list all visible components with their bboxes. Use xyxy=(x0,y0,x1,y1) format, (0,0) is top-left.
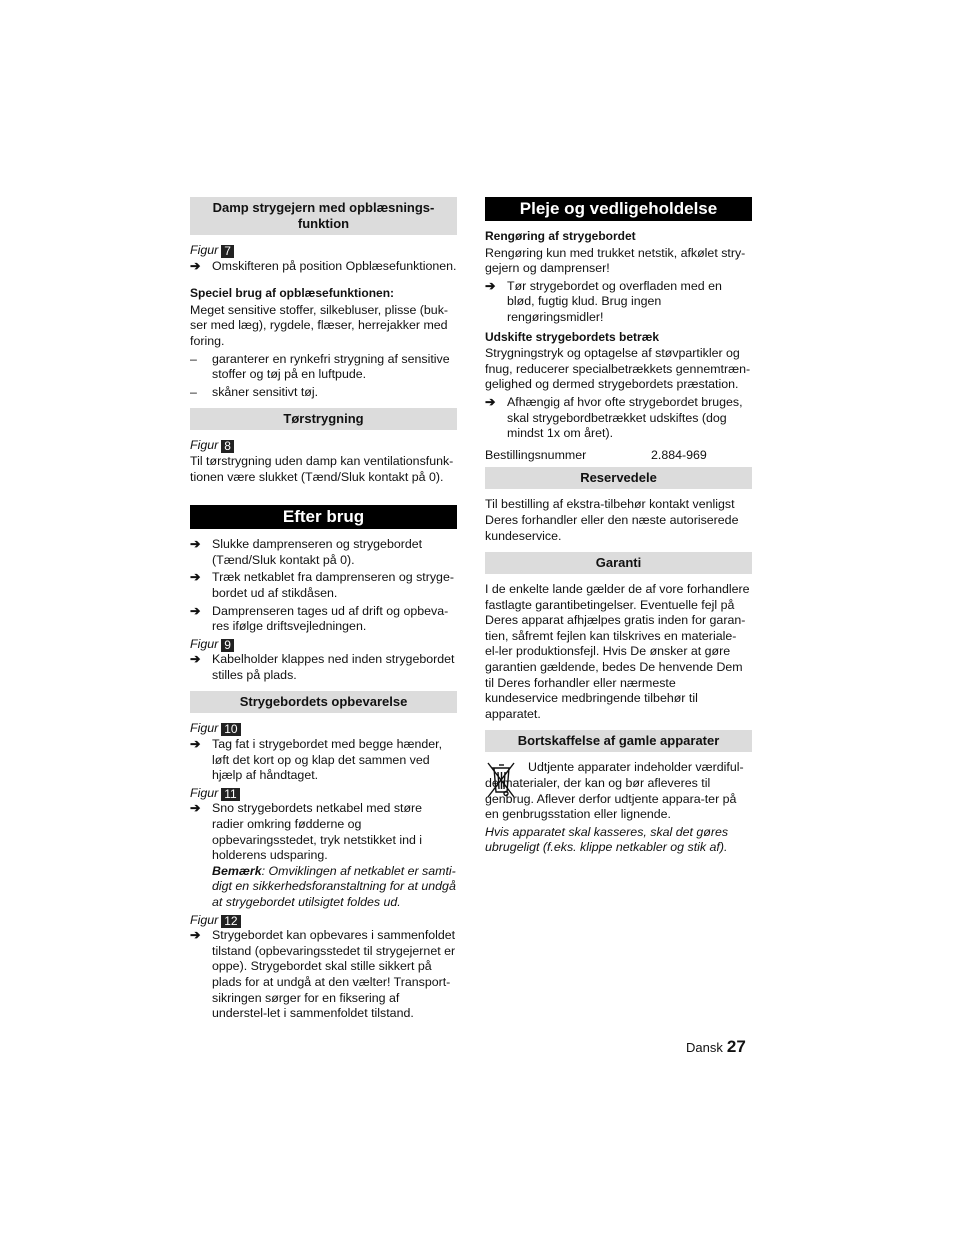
heading-after-use: Efter brug xyxy=(190,505,457,529)
figure-word: Figur xyxy=(190,243,219,257)
paragraph: Meget sensitive stoffer, silkebluser, plisse (buk-ser med læg), rygdele, flæser, herrejakker med foring. xyxy=(190,302,449,348)
note xyxy=(212,864,457,911)
dash-item: – garanterer en rynkefri strygning af sensitive stoffer og tøj på en luftpude. xyxy=(190,351,450,382)
heading-storage: Strygebordets opbevarelse xyxy=(190,691,457,713)
heading-disposal: Bortskaffelse af gamle apparater xyxy=(485,730,752,752)
right-column xyxy=(485,197,752,858)
arrow-right-icon: ➔ xyxy=(485,394,496,409)
paragraph-italic: Hvis apparatet skal kasseres, skal det gøres ubrugeligt (f.eks. klippe netkabler og stik af). xyxy=(485,824,729,855)
heading-steam-iron: Damp strygejern med opblæsnings-funktion xyxy=(190,197,457,235)
arrow-item: ➔ Tør strygebordet og overfladen med en blød, fugtig klud. Brug ingen rengøringsmidler! xyxy=(485,278,722,324)
figure-ref xyxy=(190,721,457,737)
order-label: Bestillingsnummer xyxy=(485,447,587,462)
figure-ref xyxy=(190,438,457,454)
subheading: Udskifte strygebordets betræk xyxy=(485,329,660,344)
figure-ref xyxy=(190,243,457,259)
figure-number: 9 xyxy=(221,639,234,652)
arrow-right-icon: ➔ xyxy=(190,801,201,816)
paragraph: Til bestilling af ekstra-tilbehør kontakt venligst Deres forhandler eller den næste autoriserede kundeservice. xyxy=(485,497,739,543)
arrow-item: ➔ Træk netkablet fra damprenseren og stryge-bordet ud af stikdåsen. xyxy=(190,570,454,600)
left-column xyxy=(190,197,457,1024)
arrow-right-icon: ➔ xyxy=(190,928,201,943)
figure-ref xyxy=(190,913,457,929)
figure-number: 7 xyxy=(221,245,234,258)
order-number-row xyxy=(485,448,752,464)
arrow-item: ➔ Sno strygebordets netkabel med støre radier omkring fødderne og opbevaringsstedet, tryk netstikket ind i holderens udsparing. Bemærk: Omviklingen af netkablet er samti-digt en sikkerhedsforanstaltning for at undgå at strygebordet utilsigtet foldes ud. xyxy=(190,801,456,909)
note-label: Bemærk xyxy=(212,863,262,878)
figure-word: Figur xyxy=(190,912,219,927)
paragraph: Strygningstryk og optagelse af støvpartikler og fnug, reducerer specialbetrækkets gennemtræn-gelighed og dermed strygebordets præstation. xyxy=(485,346,751,392)
arrow-item: ➔ Afhængig af hvor ofte strygebordet bruges, skal strygebordbetrækket udskiftes (dog mindst 1x om året). xyxy=(485,394,743,441)
dash-bullet: – xyxy=(190,384,197,399)
subheading: Speciel brug af opblæsefunktionen: xyxy=(190,286,395,301)
arrow-item: ➔ Slukke damprenseren og strygebordet (Tænd/Sluk kontakt på 0). xyxy=(190,537,423,567)
arrow-item: ➔ Strygebordet kan opbevares i sammenfoldet tilstand (opbevaringsstedet til strygejernet er oppe). Strygebordet skal stille sikkert på plads for at undgå at den vælter! Transport-sikringen sørger for en fiksering af understel-let i sammenfoldet tilstand. xyxy=(190,928,456,1021)
note-text: : Omviklingen af netkablet er samti-digt en sikkerhedsforanstaltning for at undgå at strygebordet utilsigtet foldes ud. xyxy=(212,863,456,909)
order-value: 2.884-969 xyxy=(651,447,707,462)
figure-word: Figur xyxy=(190,721,219,736)
figure-word: Figur xyxy=(190,785,219,800)
paragraph: Til tørstrygning uden damp kan ventilationsfunk-tionen være slukket (Tænd/Sluk kontakt på 0). xyxy=(190,453,454,484)
arrow-right-icon: ➔ xyxy=(190,537,201,552)
figure-number: 12 xyxy=(221,915,240,928)
paragraph: I de enkelte lande gælder de af vore forhandlere fastlagte garantibetingelser. Eventuelle fejl på Deres apparat afhjælpes gratis inden for garan-tien, såfremt fejlen kan tilskrives en materiale- el-ler produktionsfejl. Hvis De ønsker at gøre garantien gældende, bedes De henvende Dem til Deres forhandler eller nærmeste kundeservice medbringende tilbehør til apparatet. xyxy=(485,582,750,721)
heading-spare-parts: Reservedele xyxy=(485,467,752,489)
figure-word: Figur xyxy=(190,636,219,651)
arrow-item: ➔ Omskifteren på position Opblæsefunktionen. xyxy=(190,258,457,273)
dash-bullet: – xyxy=(190,351,197,366)
page-footer xyxy=(686,1039,746,1056)
dash-item: – skåner sensitivt tøj. xyxy=(190,384,319,399)
heading-care-maintenance: Pleje og vedligeholdelse xyxy=(485,197,752,221)
figure-ref xyxy=(190,786,457,802)
figure-number: 8 xyxy=(221,440,234,453)
paragraph: Udtjente apparater indeholder værdiful-de materialer, der kan og bør afleveres til genbrug. Aflever derfor udtjente appara-ter på en genbrugsstation eller lignende. xyxy=(485,760,744,822)
heading-warranty: Garanti xyxy=(485,552,752,574)
arrow-right-icon: ➔ xyxy=(485,278,496,293)
heading-dry-ironing: Tørstrygning xyxy=(190,408,457,430)
figure-ref xyxy=(190,637,457,653)
language-label: Dansk xyxy=(686,1040,723,1055)
arrow-right-icon: ➔ xyxy=(190,603,201,618)
arrow-item: ➔ Tag fat i strygebordet med begge hænder, løft det kort op og klap det sammen ved hjælp af håndtaget. xyxy=(190,737,443,783)
arrow-right-icon: ➔ xyxy=(190,652,201,667)
subheading: Rengøring af strygebordet xyxy=(485,229,636,243)
arrow-right-icon: ➔ xyxy=(190,570,201,585)
page-number: 27 xyxy=(726,1037,746,1056)
disposal-block xyxy=(485,760,752,856)
paragraph: Rengøring kun med trukket netstik, afkølet stry-gejern og damprenser! xyxy=(485,245,746,276)
arrow-item: ➔ Damprenseren tages ud af drift og opbeva-res ifølge driftsvejledningen. xyxy=(190,603,449,634)
figure-word: Figur xyxy=(190,438,219,453)
arrow-item: ➔ Kabelholder klappes ned inden strygebordet stilles på plads. xyxy=(190,652,455,682)
crossed-out-wheelie-bin-icon xyxy=(485,760,517,800)
figure-number: 11 xyxy=(221,788,239,801)
arrow-right-icon: ➔ xyxy=(190,737,201,752)
arrow-right-icon: ➔ xyxy=(190,258,201,273)
figure-number: 10 xyxy=(221,723,240,736)
